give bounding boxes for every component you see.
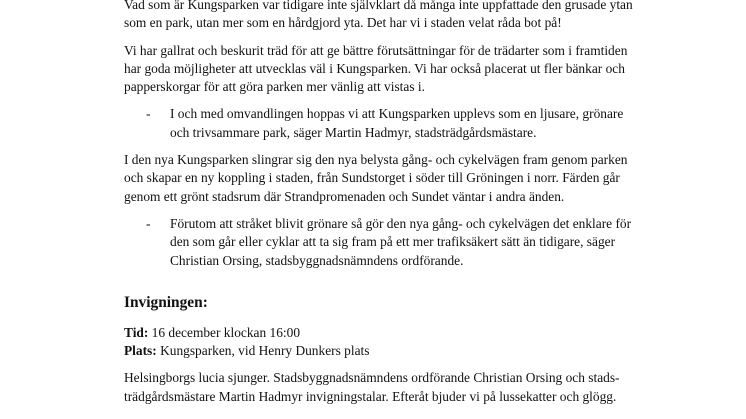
place-label: Plats: xyxy=(124,343,157,359)
text-line: Helsingborgs lucia sjunger. Stadsbyggnadsnämndens ordförande Christian Orsing och stads- xyxy=(124,370,620,386)
text-line: den som går eller cyklar att ta sig fram på ett mer trafiksäkert sätt än tidigare, säger xyxy=(170,234,616,250)
text-line: Förutom att stråket blivit grönare så gör den nya gång- och cykelvägen det enklare för xyxy=(170,215,632,231)
text-line: och skapar en ny koppling i staden, från Sundstorget i söder till Gröningen i norr. Färden går xyxy=(124,170,620,186)
quote-martin-hadmyr xyxy=(124,105,644,142)
event-place xyxy=(124,342,644,360)
paragraph-intro xyxy=(124,0,644,33)
paragraph-path xyxy=(124,151,644,206)
text-line: som en park, utan mer som en hårdgjord yta. Det har vi i staden velat råda bot på! xyxy=(124,15,562,31)
section-heading: Invigningen: xyxy=(124,293,208,311)
time-value: 16 december klockan 16:00 xyxy=(148,324,301,340)
text-line: I och med omvandlingen hoppas vi att Kungsparken upplevs som en ljusare, grönare xyxy=(170,106,624,122)
text-line: trädgårdsmästare Martin Hadmyr invigningstalar. Efteråt bjuder vi på lussekatter och glögg. xyxy=(124,388,617,404)
text-line: och trivsammare park, säger Martin Hadmyr, stadsträdgårdsmästare. xyxy=(170,124,537,140)
place-value: Kungsparken, vid Henry Dunkers plats xyxy=(156,343,370,359)
quote-christian-orsing xyxy=(124,215,644,270)
document-page xyxy=(124,0,644,415)
text-line: Christian Orsing, stadsbyggnadsnämndens ordförande. xyxy=(170,252,464,268)
dash-bullet: - xyxy=(146,106,151,122)
text-line: papperskorgar för att göra parken mer vänlig att vistas i. xyxy=(124,79,425,95)
dash-bullet: - xyxy=(146,215,151,231)
event-info xyxy=(124,324,644,361)
text-line: Vad som är Kungsparken var tidigare inte självklart då många inte uppfattade den grusade ytan xyxy=(124,0,633,12)
text-line: genom ett grönt stadsrum där Strandpromenaden och Sundet väntar i andra änden. xyxy=(124,188,565,204)
text-line: I den nya Kungsparken slingrar sig den nya belysta gång- och cykelvägen fram genom parken xyxy=(124,152,628,168)
paragraph-trees xyxy=(124,42,644,97)
text-line: Vi har gallrat och beskurit träd för att ge bättre förutsättningar för de trädarter som i framtiden xyxy=(124,42,628,58)
time-label: Tid: xyxy=(124,324,149,340)
event-time xyxy=(124,324,644,342)
text-line: har goda möjligheter att utvecklas väl i Kungsparken. Vi har också placerat ut fler bänkar och xyxy=(124,60,625,76)
paragraph-program xyxy=(124,369,644,406)
